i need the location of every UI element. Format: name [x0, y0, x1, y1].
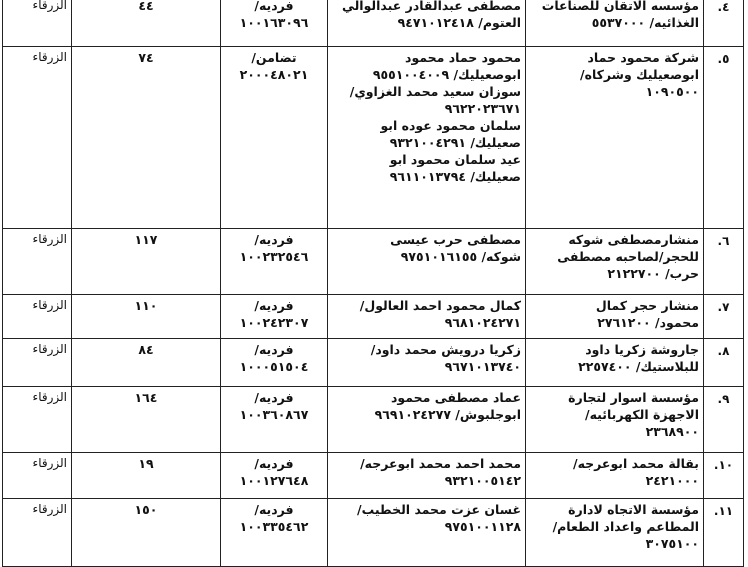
owner-name: زكريا درويش محمد داود/ ٩٦٧١٠١٣٧٤٠ [328, 339, 526, 387]
city-name: الزرقاء [3, 387, 72, 453]
establishment-name: مؤسسة الاتجاه لادارة المطاعم واعداد الطعام/ ٣٠٧٥١٠٠ [526, 499, 704, 567]
city-name: الزرقاء [3, 47, 72, 229]
table-row [3, 339, 744, 387]
row-number: ٩. [704, 387, 744, 453]
capital-value: ١٦٤ [72, 387, 221, 453]
owner-name: مصطفى عبدالقادر عبدالوالي العتوم/ ٩٤٧١٠١٢٤١٨ [328, 0, 526, 47]
row-number: ٧. [704, 295, 744, 339]
capital-value: ٨٤ [72, 339, 221, 387]
capital-value: ٧٤ [72, 47, 221, 229]
capital-value: ١١٠ [72, 295, 221, 339]
city-name: الزرقاء [3, 295, 72, 339]
registration-type: تضامن/ ٢٠٠٠٤٨٠٢١ [221, 47, 328, 229]
table-row [3, 229, 744, 295]
row-number: ١١. [704, 499, 744, 567]
owner-name: كمال محمود احمد العالول/ ٩٦٨١٠٢٤٢٧١ [328, 295, 526, 339]
row-number: ١٠. [704, 453, 744, 499]
owner-name: غسان عزت محمد الخطيب/ ٩٧٥١٠٠١١٢٨ [328, 499, 526, 567]
owner-name: مصطفى حرب عيسى شوكه/ ٩٧٥١٠١٦١٥٥ [328, 229, 526, 295]
owner-name: عماد مصطفى محمود ابوجلبوش/ ٩٦٩١٠٢٤٢٧٧ [328, 387, 526, 453]
city-name: الزرقاء [3, 229, 72, 295]
owner-name: محمود حماد محمود ابوصعيليك/ ٩٥٥١٠٠٤٠٠٩ سوزان سعيد محمد الغزاوي/ ٩٦٢٢٠٢٣٦٧١ سلمان محمود عوده ابو صعيليك/ ٩٣٢١٠٠٤٢٩١ عيد سلمان محمود ابو صعيليك/ ٩٦١١٠١٣٧٩٤ [328, 47, 526, 229]
registration-type: فرديه/ ١٠٠٢٣٢٥٤٦ [221, 229, 328, 295]
establishment-name: مؤسسه الاتقان للصناعات الغذائيه/ ٥٥٣٧٠٠٠ [526, 0, 704, 47]
registration-type: فرديه/ ١٠٠٣٦٠٨٦٧ [221, 387, 328, 453]
city-name: الزرقاء [3, 499, 72, 567]
table-row [3, 295, 744, 339]
capital-value: ١٥٠ [72, 499, 221, 567]
city-name: الزرقاء [3, 453, 72, 499]
establishment-name: بقالة محمد ابوعرجه/ ٢٤٢١٠٠٠ [526, 453, 704, 499]
registration-type: فرديه/ ١٠٠١٦٣٠٩٦ [221, 0, 328, 47]
establishment-name: جاروشة زكريا داود للبلاستيك/ ٢٢٥٧٤٠٠ [526, 339, 704, 387]
city-name: الزرقاء [3, 339, 72, 387]
capital-value: ٤٤ [72, 0, 221, 47]
establishment-name: شركة محمود حماد ابوصعيليك وشركاه/ ١٠٩٠٥٠٠ [526, 47, 704, 229]
registration-type: فرديه/ ١٠٠٣٣٥٤٦٢ [221, 499, 328, 567]
registration-type: فرديه/ ١٠٠٠٥١٥٠٤ [221, 339, 328, 387]
row-number: ٨. [704, 339, 744, 387]
row-number: ٥. [704, 47, 744, 229]
establishment-name: منشارمصطفى شوكه للحجر/لصاحبه مصطفى حرب/ ٢١٢٢٧٠٠ [526, 229, 704, 295]
establishment-name: منشار حجر كمال محمود/ ٢٧٦١٢٠٠ [526, 295, 704, 339]
table-row [3, 0, 744, 47]
row-number: ٤. [704, 0, 744, 47]
table-row [3, 47, 744, 229]
row-number: ٦. [704, 229, 744, 295]
table-row [3, 453, 744, 499]
registry-table [2, 0, 744, 567]
registration-type: فرديه/ ١٠٠٢٤٢٣٠٧ [221, 295, 328, 339]
registration-type: فرديه/ ١٠٠١٢٧٦٤٨ [221, 453, 328, 499]
capital-value: ١١٧ [72, 229, 221, 295]
owner-name: محمد احمد محمد ابوعرجه/ ٩٣٢١٠٠٥١٤٢ [328, 453, 526, 499]
city-name: الزرقاء [3, 0, 72, 47]
table-row [3, 499, 744, 567]
table-row [3, 387, 744, 453]
capital-value: ١٩ [72, 453, 221, 499]
establishment-name: مؤسسة اسوار لتجارة الاجهزة الكهربائيه/ ٢٣٦٨٩٠٠ [526, 387, 704, 453]
